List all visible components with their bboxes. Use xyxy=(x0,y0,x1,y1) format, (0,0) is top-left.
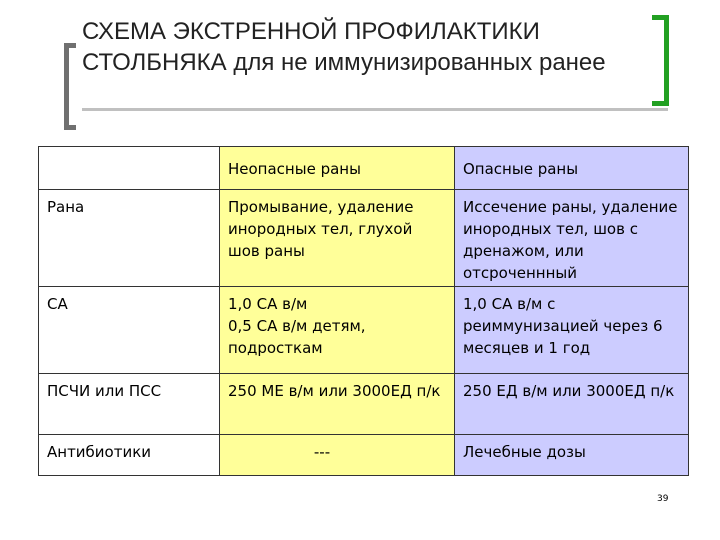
danger-cell: Лечебные дозы xyxy=(455,435,689,476)
safe-cell: --- xyxy=(313,443,331,461)
row-label: ПСЧИ или ПСС xyxy=(39,374,220,435)
right-bracket-decoration xyxy=(652,15,669,106)
table-header-row xyxy=(39,147,689,190)
danger-cell: 1,0 СА в/м с реиммунизацией через 6 месяцев и 1 год xyxy=(455,287,689,374)
prophylaxis-table xyxy=(38,146,689,476)
danger-cell: 250 ЕД в/м или 3000ЕД п/к xyxy=(455,374,689,435)
page-number: 39 xyxy=(657,494,669,504)
safe-cell: 250 МЕ в/м или 3000ЕД п/к xyxy=(220,374,455,435)
header-danger-wounds: Опасные раны xyxy=(455,147,689,190)
header-empty-cell xyxy=(39,147,220,190)
slide-title: СХЕМА ЭКСТРЕННОЙ ПРОФИЛАКТИКИ СТОЛБНЯКА для не иммунизированных ранее xyxy=(82,18,606,76)
row-label: СА xyxy=(39,287,220,374)
row-label: Рана xyxy=(39,190,220,287)
safe-cell-wrapper xyxy=(220,435,455,476)
table-row xyxy=(39,435,689,476)
row-label: Антибиотики xyxy=(39,435,220,476)
table-row xyxy=(39,374,689,435)
left-bracket-decoration xyxy=(64,43,76,130)
title-underline xyxy=(82,108,668,111)
table-row xyxy=(39,287,689,374)
danger-cell: Иссечение раны, удаление инородных тел, шов с дренажом, или отсроченнный xyxy=(455,190,689,287)
header-safe-wounds: Неопасные раны xyxy=(220,147,455,190)
safe-cell: 1,0 СА в/м 0,5 СА в/м детям, подросткам xyxy=(220,287,455,374)
safe-cell: Промывание, удаление инородных тел, глухой шов раны xyxy=(220,190,455,287)
table-row xyxy=(39,190,689,287)
